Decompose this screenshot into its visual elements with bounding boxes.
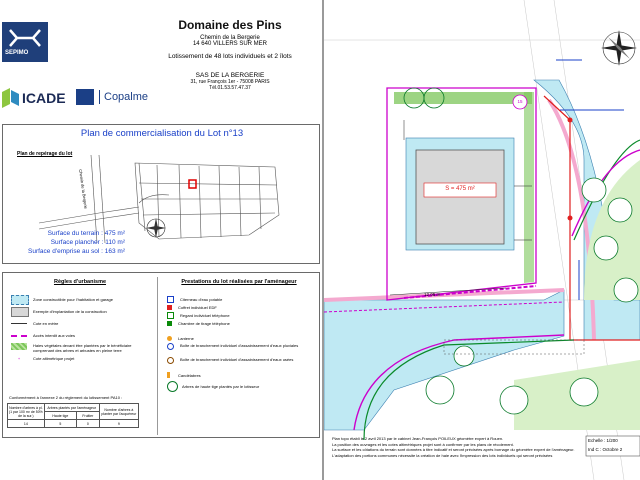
- company-name: SAS DE LA BERGERIE: [195, 72, 265, 79]
- lots-line: Lotissement de 48 lots individuels et 2 îlots: [168, 53, 292, 60]
- panel-divider: [322, 0, 324, 480]
- legend-left-title: Règles d'urbanisme: [53, 279, 107, 285]
- network-node: [568, 216, 573, 221]
- table-header: Nombre d'arbres à pl. (1 par 100 m² de 50% de la sur.): [8, 405, 43, 418]
- note-line: La surface et les côtations du terrain sont données à titre indicatif et seront précisées après bornage du géomètre expert de l'aménageur.: [332, 447, 575, 452]
- project-title: Domaine des Pins: [178, 18, 282, 32]
- legend-right-item: Coffret individuel EDF: [167, 303, 317, 311]
- legend-swatch-haie: [11, 343, 27, 350]
- network-node: [568, 118, 573, 123]
- copalme-logo: [76, 88, 156, 108]
- hedge: [394, 92, 532, 104]
- index-label: Ind C : Octobre 2: [588, 447, 623, 452]
- candelabra-icon: [167, 372, 170, 378]
- hedge: [524, 92, 534, 283]
- icade-logo-text: ICADE: [22, 90, 66, 106]
- wastewater-box-icon: [167, 357, 174, 364]
- rainwater-box-icon: [167, 343, 174, 350]
- surface-emprise: Surface d'emprise au sol : 163 m²: [28, 248, 125, 255]
- trees-table: [7, 403, 139, 428]
- sepimo-logo-text: SEPIMO: [5, 50, 29, 56]
- compass-north-icon: [601, 30, 637, 66]
- lot-drawing: [324, 0, 640, 480]
- table-cell: 14: [8, 420, 45, 428]
- table-cell: 5: [44, 420, 76, 428]
- compass-rose-icon: [145, 217, 167, 239]
- company-phone: Tél.01.53.57.47.37: [209, 85, 251, 91]
- reperage-label: Plan de repérage du lot: [17, 151, 73, 157]
- legend-right-item: Regard individuel téléphone: [167, 311, 317, 319]
- phone-manhole-icon: [167, 312, 174, 319]
- address-line-2: 14 640 VILLERS SUR MER: [192, 41, 268, 47]
- legend-right-item: Citerneau d'eau potable: [167, 295, 317, 303]
- table-header: Arbres plantés par l'aménageur: [44, 404, 99, 412]
- company-address: 31, rue François 1er - 75008 PARIS: [190, 79, 270, 85]
- legend-swatch-acces: [11, 335, 27, 339]
- table-subheader: Fruitier: [77, 412, 100, 420]
- address-line-1: Chemin de la Bergerie: [200, 35, 260, 41]
- table-cell: 0: [77, 420, 100, 428]
- tree-icon: [167, 381, 178, 392]
- sepimo-emblem-icon: [2, 22, 48, 62]
- legend-swatch-altimetrie: +: [17, 356, 21, 361]
- water-meter-icon: [167, 296, 174, 303]
- phone-chamber-icon: [167, 321, 172, 326]
- legend-item-cote: Cote en mètre: [33, 321, 59, 326]
- header-block: [140, 18, 320, 91]
- legend-right-item: Boîte de branchement individuel d'assainissement d'eaux pluviales: [167, 343, 317, 357]
- note-line: La position des ouvrages et les cotes altimétriques projet sont à confirmer par les plans de récolement.: [332, 441, 514, 447]
- legend-box: [2, 272, 320, 438]
- table-header: Nombre d'arbres à planter par l'acquéreur: [99, 404, 138, 420]
- table-cell: 9: [99, 420, 138, 428]
- lot-number: 15: [517, 99, 523, 104]
- legend-right-item: Chambre de tirage téléphone: [167, 319, 317, 327]
- legend-item-constructible: Zone constructible pour l'habitation et garage: [33, 297, 113, 302]
- copalme-logo-text: Copalme: [104, 91, 149, 103]
- road-label: Chemin de la Bergerie: [78, 169, 89, 210]
- icade-logo: [2, 88, 68, 108]
- plan-box: [2, 124, 320, 264]
- legend-right-item: Boîte de branchement individuel d'assainissement d'eaux usées: [167, 357, 317, 371]
- dimension-bottom: 12.05 m: [424, 292, 441, 297]
- table-note: Conformément à l'annexe 2 du règlement du lotissement PA10 :: [9, 395, 123, 400]
- legend-item-haie: Haies végétales devant être plantées par le bénéficiaire comprenant des arbres et arbustes en pleine terre: [33, 343, 132, 353]
- drawing-notes: [332, 436, 582, 458]
- edf-box-icon: [167, 305, 172, 310]
- surface-label: S = 475 m²: [445, 186, 475, 192]
- legend-item-altimetrie: Cote altimétrique projet: [33, 356, 75, 361]
- note-line: Plan topo établi le 2 avril 2013 par le cabinet Jean-François POILEUX géomètre expert à Rouen.: [332, 436, 504, 441]
- legend-item-acces: Accès interdit aux voies: [33, 333, 76, 338]
- legend-right-item: Arbres de haute tige plantés par le lotisseur: [167, 379, 317, 393]
- plan-title: Plan de commercialisation du Lot n°13: [80, 128, 244, 139]
- lantern-icon: [167, 336, 172, 341]
- legend-right-title: Prestations du lot réalisées par l'aménageur: [181, 279, 297, 285]
- table-subheader: Haute tige: [44, 412, 76, 420]
- legend-item-implantation: Exemple d'implantation de la construction: [33, 309, 107, 314]
- legend-swatch-implantation: [11, 307, 29, 317]
- legend-swatch-cote: [11, 323, 27, 324]
- sepimo-logo: [2, 22, 48, 62]
- drawing-panel: [324, 0, 640, 480]
- legend-swatch-constructible: [11, 295, 29, 305]
- legend-right-item: Candélabres: [167, 371, 317, 379]
- icade-emblem-icon: [2, 88, 20, 108]
- copalme-emblem-icon: [76, 89, 94, 105]
- surface-terrain: Surface du terrain : 475 m²: [47, 230, 125, 237]
- surface-plancher: Surface plancher : 110 m²: [50, 239, 125, 246]
- note-line: L'adaptation des portions communes nécessite la création de haie avec l'impression des lots individuels qui seront précisées: [332, 452, 553, 458]
- scale-label: Echelle : 1/200: [588, 438, 618, 443]
- legend-right-item: Lanterne: [167, 333, 317, 343]
